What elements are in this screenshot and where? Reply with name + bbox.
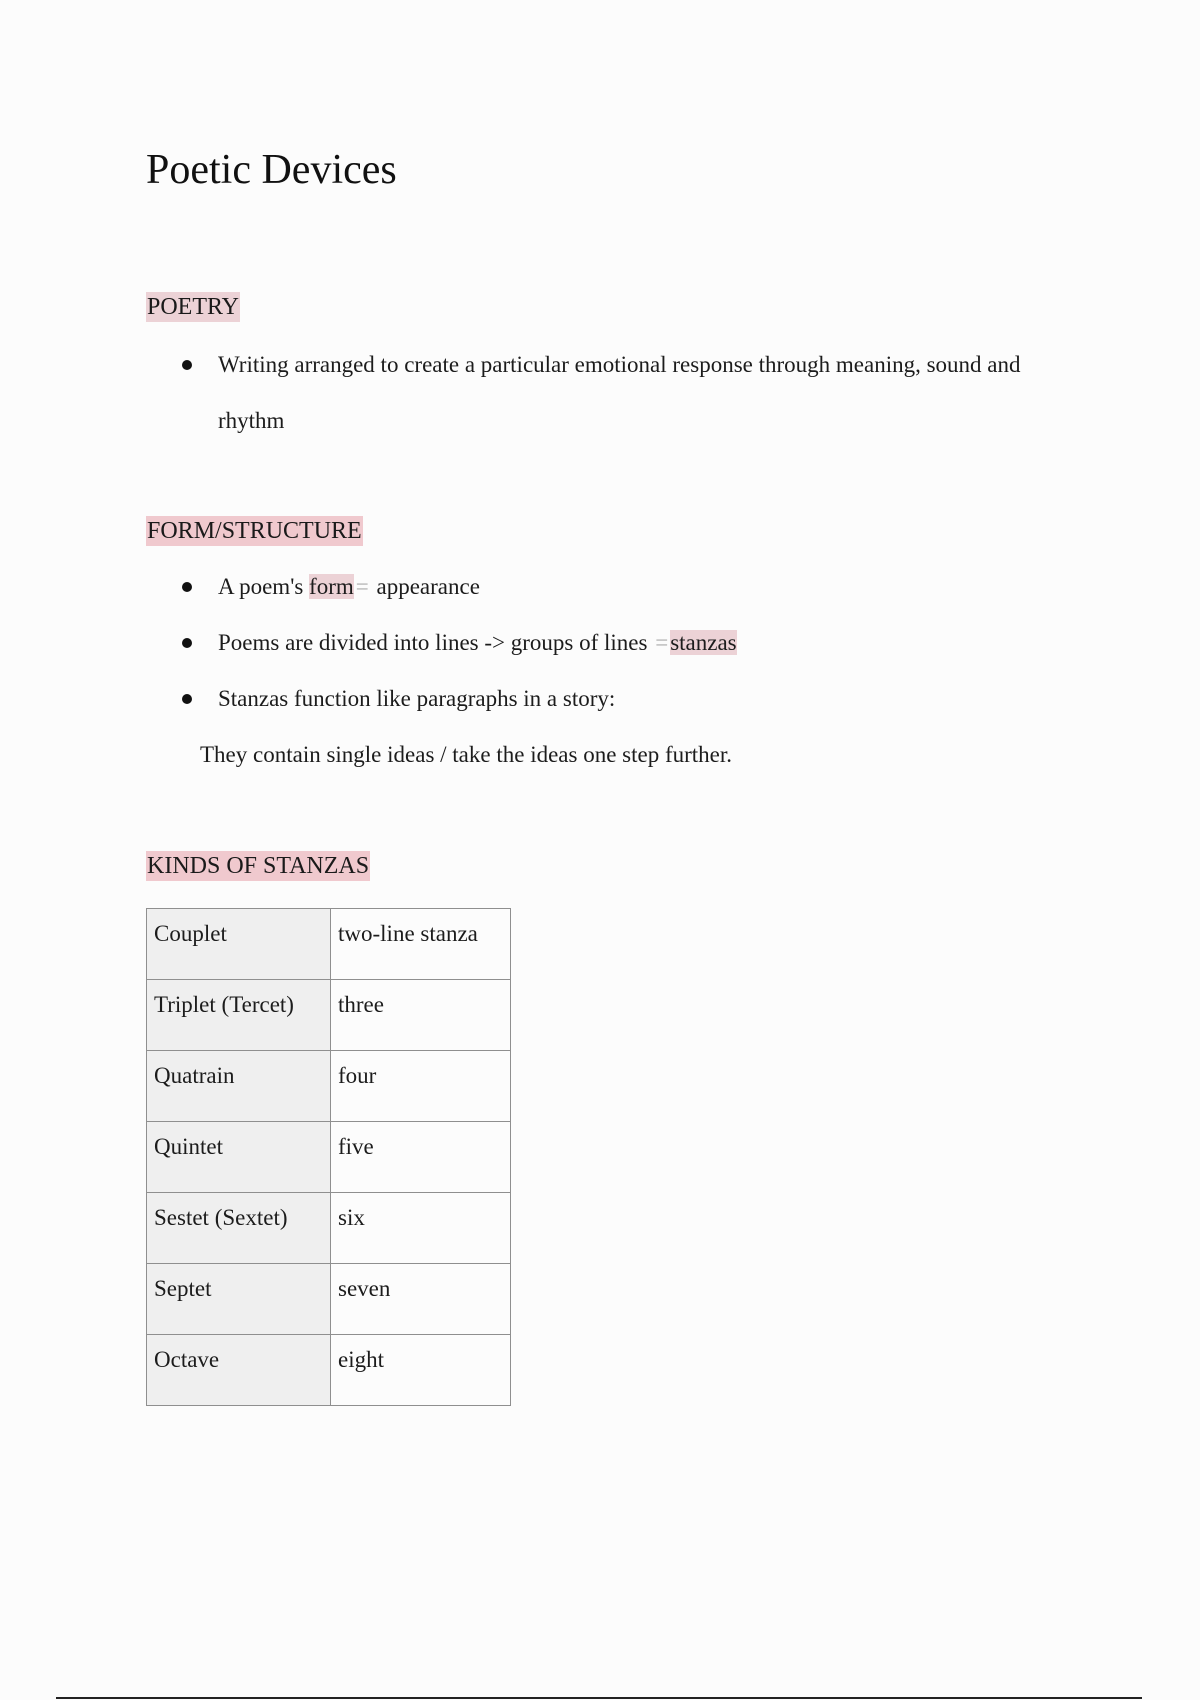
text-run: Poems are divided into lines -> groups of lines — [218, 630, 654, 655]
equals-sign: = — [655, 630, 669, 655]
table-row — [147, 909, 511, 980]
list-item-text — [218, 572, 480, 602]
section-heading-kinds: KINDS OF STANZAS — [147, 853, 370, 879]
table-cell-lines: five — [331, 1122, 511, 1193]
list-item-text: Stanzas function like paragraphs in a story: — [218, 686, 616, 711]
table-row — [147, 1193, 511, 1264]
table-cell-kind: Quatrain — [147, 1051, 331, 1122]
table-cell-lines: seven — [331, 1264, 511, 1335]
stanza-note: They contain single ideas / take the ideas one step further. — [200, 742, 733, 767]
table-cell-kind: Septet — [147, 1264, 331, 1335]
table-row — [147, 1051, 511, 1122]
list-item-continuation: rhythm — [218, 408, 285, 433]
table-cell-lines: six — [331, 1193, 511, 1264]
table-cell-kind: Sestet (Sextet) — [147, 1193, 331, 1264]
highlighted-term-stanzas: stanzas — [670, 630, 737, 655]
table-cell-kind: Couplet — [147, 909, 331, 980]
table-cell-kind: Triplet (Tercet) — [147, 980, 331, 1051]
table-row — [147, 1335, 511, 1406]
bullet-icon — [182, 638, 192, 648]
equals-sign: = — [355, 574, 369, 599]
list-item-text: Writing arranged to create a particular emotional response through meaning, sound and — [218, 352, 1021, 377]
section-heading-form: FORM/STRUCTURE — [147, 518, 362, 544]
text-run: appearance — [370, 574, 480, 599]
table-row — [147, 980, 511, 1051]
page-title: Poetic Devices — [146, 147, 397, 193]
table-row — [147, 1122, 511, 1193]
bullet-icon — [182, 582, 192, 592]
list-item-text — [218, 628, 737, 658]
table-cell-lines: two-line stanza — [331, 909, 511, 980]
stanza-kinds-table — [146, 908, 511, 1406]
section-heading-poetry: POETRY — [147, 294, 240, 320]
table-cell-kind: Octave — [147, 1335, 331, 1406]
page-divider — [56, 1697, 1142, 1699]
table-cell-lines: four — [331, 1051, 511, 1122]
text-run: A poem's — [218, 574, 310, 599]
table-cell-lines: eight — [331, 1335, 511, 1406]
table-cell-kind: Quintet — [147, 1122, 331, 1193]
bullet-icon — [182, 694, 192, 704]
bullet-icon — [182, 360, 192, 370]
table-cell-lines: three — [331, 980, 511, 1051]
highlighted-term-form: form — [309, 574, 354, 599]
table-row — [147, 1264, 511, 1335]
